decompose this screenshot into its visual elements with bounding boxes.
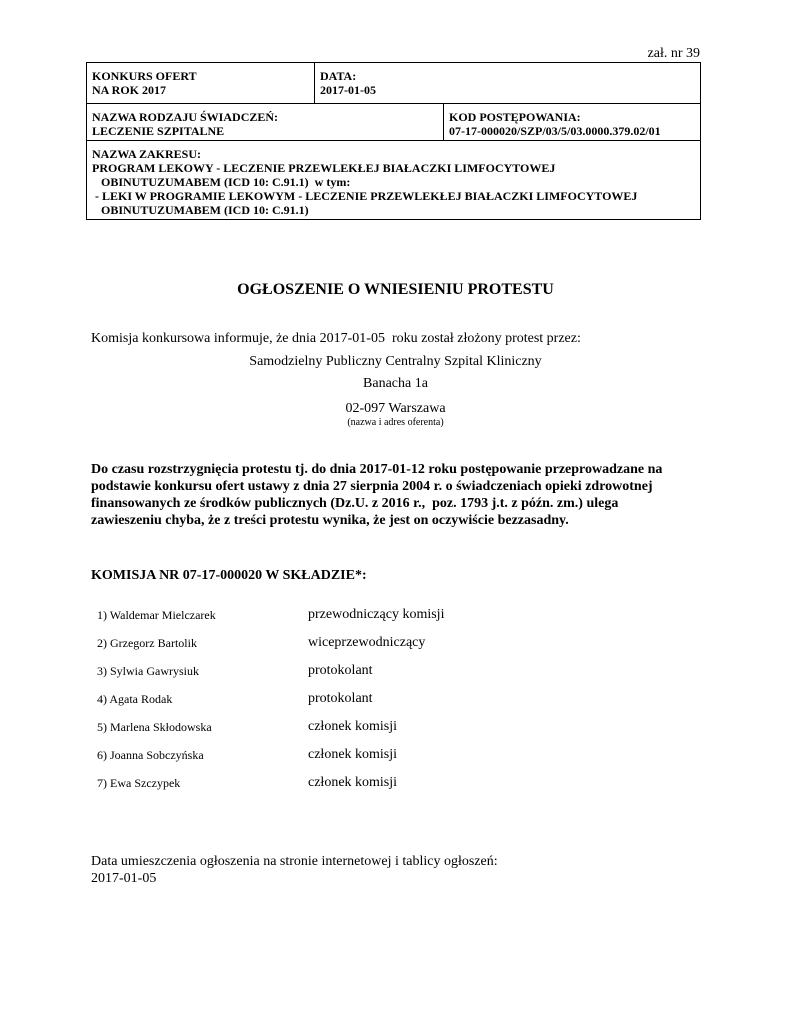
attachment-number: zał. nr 39 [647,46,700,61]
member-name: 2) Grzegorz Bartolik [97,636,197,650]
member-role: członek komisji [308,719,398,734]
publication-label: Data umieszczenia ogłoszenia na stronie internetowej i tablicy ogłoszeń: [91,854,498,869]
zakres-line-4: OBINUTUZUMABEM (ICD 10: C.91.1) [92,203,309,217]
zakres-line-1: PROGRAM LEKOWY - LECZENIE PRZEWLEKŁEJ BIAŁACZKI LIMFOCYTOWEJ [92,161,556,175]
notice-line: podstawie konkursu ofert ustawy z dnia 27 sierpnia 2004 r. o świadczeniach opieki zdrowotnej [91,479,653,494]
rodzaj-cell [87,104,444,141]
member-role: wiceprzewodniczący [308,635,426,650]
konkurs-cell [87,63,315,104]
member-role: przewodniczący komisji [308,607,445,622]
kod-cell [444,104,701,141]
komisja-title: KOMISJA NR 07-17-000020 W SKŁADZIE*: [91,568,367,583]
notice-line: finansowanych ze środków publicznych (Dz.U. z 2016 r., poz. 1793 j.t. z późn. zm.) ulega [91,496,619,511]
offeror-city: 02-097 Warszawa [345,401,446,416]
kod-label: KOD POSTĘPOWANIA: [449,110,581,124]
member-name: 3) Sylwia Gawrysiuk [97,664,199,678]
rodzaj-label: NAZWA RODZAJU ŚWIADCZEŃ: [92,110,279,124]
member-role: członek komisji [308,775,398,790]
rodzaj-value: LECZENIE SZPITALNE [92,124,225,138]
intro-text: Komisja konkursowa informuje, że dnia 2017-01-05 roku został złożony protest przez: [91,331,581,346]
data-value: 2017-01-05 [320,83,376,97]
zakres-line-2: OBINUTUZUMABEM (ICD 10: C.91.1) w tym: [92,175,351,189]
zakres-label: NAZWA ZAKRESU: [92,147,202,161]
member-name: 6) Joanna Sobczyńska [97,748,204,762]
data-label: DATA: [320,69,357,83]
member-name: 4) Agata Rodak [97,692,173,706]
data-cell [315,63,701,104]
kod-value: 07-17-000020/SZP/03/5/03.0000.379.02/01 [449,124,661,138]
offeror-name: Samodzielny Publiczny Centralny Szpital Kliniczny [249,354,542,369]
member-role: członek komisji [308,747,398,762]
notice-line: zawieszeniu chyba, że z treści protestu wynika, że jest on oczywiście bezzasadny. [91,513,569,528]
konkurs-label: KONKURS OFERT [92,69,197,83]
notice-line: Do czasu rozstrzygnięcia protestu tj. do dnia 2017-01-12 roku postępowanie przeprowadzane na [91,462,663,477]
member-role: protokolant [308,663,373,678]
offeror-street: Banacha 1a [363,376,428,391]
header-table [86,62,701,220]
publication-date: 2017-01-05 [91,871,157,886]
member-name: 7) Ewa Szczypek [97,776,181,790]
zakres-line-3: - LEKI W PROGRAMIE LEKOWYM - LECZENIE PRZEWLEKŁEJ BIAŁACZKI LIMFOCYTOWEJ [92,189,638,203]
page-title: OGŁOSZENIE O WNIESIENIU PROTESTU [237,281,554,298]
konkurs-year: NA ROK 2017 [92,83,167,97]
member-name: 5) Marlena Skłodowska [97,720,212,734]
offeror-caption: (nazwa i adres oferenta) [347,417,444,428]
notice-paragraph [91,461,691,529]
publication-info [91,853,498,887]
member-role: protokolant [308,691,373,706]
member-name: 1) Waldemar Mielczarek [97,608,216,622]
zakres-cell [87,141,701,220]
